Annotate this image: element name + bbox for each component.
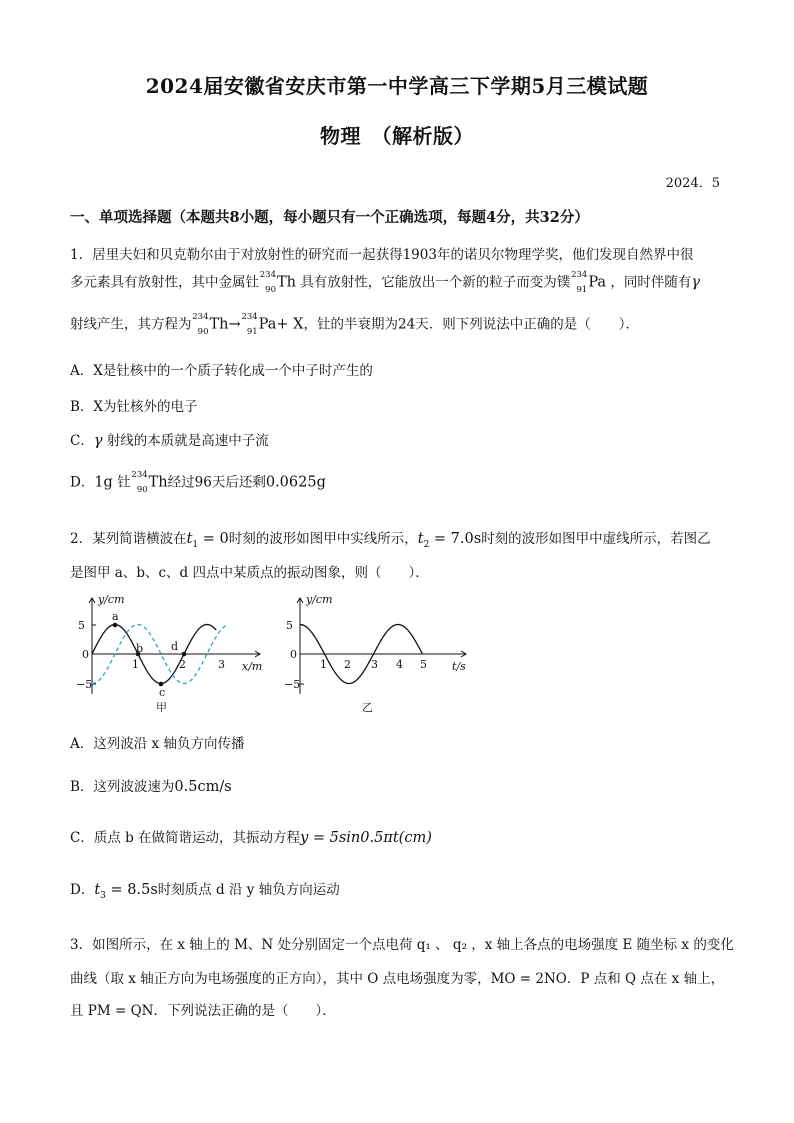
jia-ytick: 5 bbox=[78, 619, 85, 632]
q1-option-c: C．γ 射线的本质就是高速中子流 bbox=[70, 433, 269, 449]
q3-line3: 且 PM = QN．下列说法正确的是（ ）． bbox=[70, 1003, 336, 1019]
eq-th-nuclide: 234 90 bbox=[192, 312, 209, 337]
label-a: a bbox=[112, 610, 119, 623]
jia-xtick: 1 bbox=[132, 658, 139, 671]
svg-text:−5: −5 bbox=[284, 678, 301, 691]
q1-option-a: A．X是钍核中的一个质子转化成一个中子时产生的 bbox=[70, 363, 373, 379]
svg-text:5: 5 bbox=[286, 619, 293, 632]
arrow: → bbox=[228, 316, 241, 333]
exam-title: 2024届安徽省安庆市第一中学高三下学期5月三模试题 bbox=[145, 74, 649, 98]
yi-ylabel: y/cm bbox=[306, 593, 333, 606]
svg-text:4: 4 bbox=[396, 658, 403, 671]
jia-xlabel: x/m bbox=[242, 660, 263, 673]
yi-xlabel: t/s bbox=[452, 660, 466, 673]
vibration-figure-yi bbox=[286, 590, 486, 715]
q1-option-d: D．1g 钍 234 90 Th经过96天后还剩0.0625g bbox=[70, 470, 326, 495]
svg-text:5: 5 bbox=[420, 658, 427, 671]
yi-caption: 乙 bbox=[362, 701, 373, 714]
gamma-symbol: γ bbox=[691, 274, 701, 291]
jia-caption: 甲 bbox=[156, 701, 167, 714]
q2-line2: 是图甲 a、b、c、d 四点中某质点的振动图象，则（ ）． bbox=[70, 565, 429, 581]
q2-line1: 2．某列简谐横波在$t_1 = 0$时刻的波形如图甲中实线所示，$t_2 = 7.0s$时刻的波形如图甲中虚线所示，若图乙 bbox=[70, 531, 711, 550]
jia-xtick: 3 bbox=[218, 658, 225, 671]
point-a bbox=[113, 623, 118, 628]
point-d bbox=[182, 652, 187, 657]
q3-line2: 曲线（取 x 轴正方向为电场强度的正方向），其中 O 点电场强度为零，MO = 2NO．P 点和 Q 点在 x 轴上， bbox=[70, 971, 725, 987]
th-symbol: Th bbox=[277, 274, 297, 291]
exam-date: 2024．5 bbox=[665, 176, 720, 191]
eq-pa-nuclide: 234 91 bbox=[241, 312, 258, 337]
jia-ytick: −5 bbox=[76, 678, 93, 691]
pa-symbol: Pa bbox=[588, 274, 607, 291]
q2-option-b: B．这列波波速为0.5cm/s bbox=[70, 779, 232, 795]
q1-text-e: ，钍的半衰期为24天．则下列说法中正确的是（ bbox=[303, 316, 591, 333]
q1-line2 bbox=[70, 270, 700, 296]
svg-text:2: 2 bbox=[344, 658, 351, 671]
exam-subtitle: 物理 （解析版） bbox=[320, 124, 474, 148]
jia-ylabel: y/cm bbox=[98, 593, 125, 606]
svg-text:1: 1 bbox=[320, 658, 327, 671]
label-c: c bbox=[159, 686, 166, 699]
q2-option-a: A．这列波沿 x 轴负方向传播 bbox=[70, 736, 245, 752]
jia-xtick: 2 bbox=[179, 658, 186, 671]
label-b: b bbox=[136, 642, 144, 655]
q2-option-c: C．质点 b 在做简谐运动，其振动方程y = 5sin0.5πt(cm) bbox=[70, 830, 432, 846]
label-d: d bbox=[171, 640, 179, 653]
q1-option-b: B．X为钍核外的电子 bbox=[70, 399, 198, 415]
plus-x: + X bbox=[276, 316, 304, 333]
section-heading: 一、单项选择题（本题共8小题，每小题只有一个正确选项，每题4分，共32分） bbox=[70, 209, 589, 226]
q1-text-c: ，同时伴随有 bbox=[610, 274, 692, 291]
svg-text:0: 0 bbox=[290, 648, 297, 661]
q1-text-a: 多元素具有放射性，其中金属钍 bbox=[70, 274, 259, 291]
wave-figure-jia bbox=[78, 590, 278, 715]
svg-text:3: 3 bbox=[371, 658, 378, 671]
pa-nuclide: 234 91 bbox=[571, 270, 588, 295]
q1-line1: 1．居里夫妇和贝克勒尔由于对放射性的研究而一起获得1903年的诺贝尔物理学奖，他们发现自然界中很 bbox=[70, 247, 694, 263]
th-nuclide: 234 90 bbox=[259, 270, 276, 295]
q1-line3: 射线产生，其方程为 234 90 Th→ 234 91 Pa+ X，钍的半衰期为24天．则下列说法中正确的是（ ）． bbox=[70, 312, 639, 337]
jia-ytick: 0 bbox=[82, 648, 89, 661]
q1-text-d: 射线产生，其方程为 bbox=[70, 316, 192, 333]
q2-option-d: D．$t_3 = 8.5s$时刻质点 d 沿 y 轴负方向运动 bbox=[70, 882, 340, 901]
q1-text-b: 具有放射性，它能放出一个新的粒子而变为镤 bbox=[300, 274, 571, 291]
q3-line1: 3．如图所示，在 x 轴上的 M、N 处分别固定一个点电荷 q₁ 、 q₂ ，x 轴上各点的电场强度 E 随坐标 x 的变化 bbox=[70, 937, 734, 953]
